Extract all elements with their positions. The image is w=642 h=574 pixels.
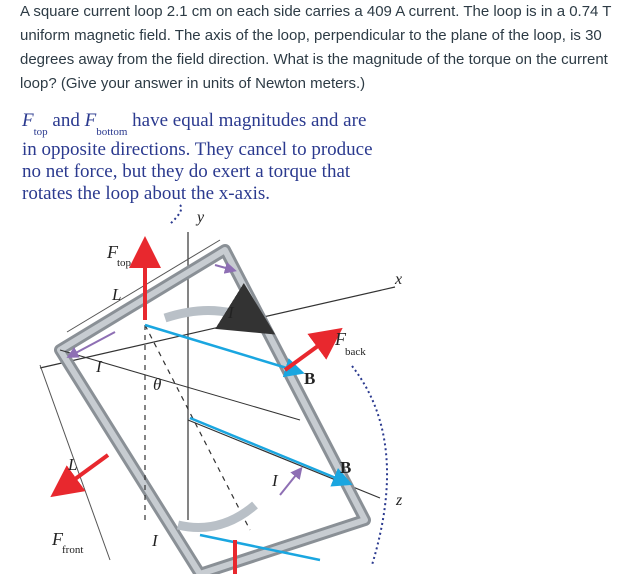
rotation-arrow-top bbox=[165, 310, 260, 325]
label-f-front-sub: front bbox=[62, 544, 84, 556]
caption-and: and bbox=[52, 110, 80, 131]
label-current-4: I bbox=[152, 531, 158, 550]
current-arrow-bottom bbox=[280, 470, 300, 495]
f-bottom-subscript: bottom bbox=[96, 125, 128, 138]
label-b-1: B bbox=[304, 369, 316, 388]
label-f-back-sub: back bbox=[345, 346, 366, 358]
caption-line-1: have equal magnitudes and are bbox=[132, 110, 367, 131]
rotation-arrow-bottom bbox=[178, 505, 255, 528]
f-bottom-symbol: F bbox=[84, 110, 97, 131]
label-current-1: I bbox=[96, 357, 102, 376]
f-back-arrow bbox=[285, 335, 333, 370]
caption-line-4: rotates the loop about the x-axis. bbox=[22, 182, 270, 204]
torque-loop-diagram bbox=[0, 103, 642, 574]
label-length-top: L bbox=[112, 285, 122, 304]
label-b-2: B bbox=[340, 458, 352, 477]
label-f-back: F bbox=[335, 329, 346, 349]
label-f-top: F bbox=[107, 242, 118, 262]
label-x: x bbox=[395, 271, 403, 288]
label-f-top-sub: top bbox=[117, 257, 132, 269]
label-length-left: L bbox=[68, 455, 78, 474]
caption-line-2: in opposite directions. They cancel to produce bbox=[22, 138, 373, 160]
label-z: z bbox=[396, 492, 403, 509]
f-top-symbol: F bbox=[22, 110, 34, 131]
theta-ref-dashed bbox=[145, 325, 250, 530]
label-f-front: F bbox=[52, 529, 63, 549]
question-text: A square current loop 2.1 cm on each side carries a 409 A current. The loop is in a 0.74 T uniform magnetic field. The axis of the loop, perpendicular to the plane of the loop, is 30 degrees away from the field direction. What is the magnitude of the torque on the current loop? (Give your answer in units of Newton meters.) bbox=[20, 3, 612, 92]
dotted-arrow-z bbox=[352, 366, 387, 565]
label-theta: θ bbox=[153, 375, 162, 394]
dotted-arrow-y bbox=[170, 205, 181, 224]
caption-line-3: no net force, but they do exert a torque that bbox=[22, 160, 351, 182]
f-top-subscript: top bbox=[33, 125, 48, 138]
label-current-3: I bbox=[272, 471, 278, 490]
label-current-2: I bbox=[228, 303, 234, 322]
label-y: y bbox=[197, 209, 205, 226]
